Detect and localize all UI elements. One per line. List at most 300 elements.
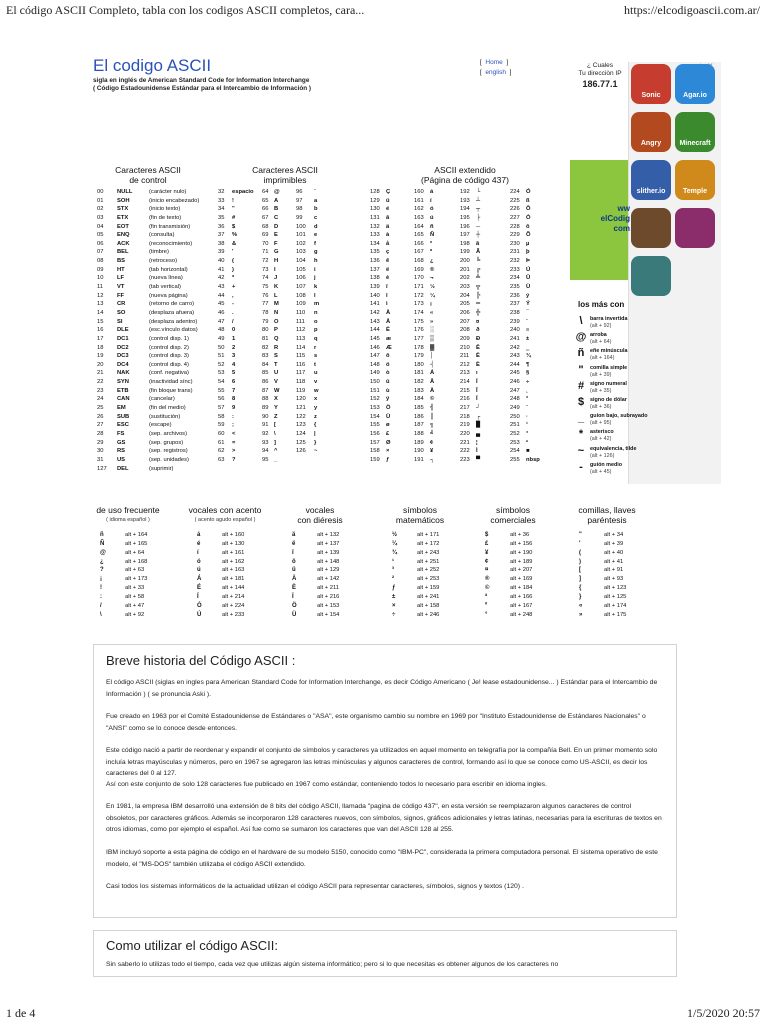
code-cell: 149: [370, 370, 380, 377]
code-cell: 131: [370, 214, 380, 221]
char-cell: Ô: [526, 206, 531, 213]
char-cell: [: [274, 422, 276, 429]
control-desc: (inactividad sínc): [149, 379, 193, 386]
code-cell: 168: [414, 258, 424, 265]
code-cell: 200: [460, 258, 470, 265]
char-cell: Æ: [386, 344, 392, 351]
control-code: 26: [97, 413, 104, 420]
game-tile[interactable]: [675, 64, 715, 104]
ad-close-icon[interactable]: ▷ ✕: [700, 63, 714, 70]
usage-char: Ü: [292, 611, 297, 618]
side-code: (alt + 92): [590, 323, 612, 329]
usage-char: »: [579, 611, 583, 618]
code-cell: 202: [460, 275, 470, 282]
usage-code: alt + 251: [417, 558, 440, 565]
usage-char: °: [485, 611, 488, 618]
table-row: [97, 188, 227, 197]
game-ad-strip[interactable]: [628, 62, 721, 484]
code-cell: 252: [510, 430, 520, 437]
usage-char: ×: [392, 602, 396, 609]
game-tile-label: Temple: [683, 188, 707, 195]
table-row: [218, 421, 368, 430]
char-cell: p: [314, 327, 318, 334]
site-subtitle-es: ( Código Estadounidense Estándar para el Intercambio de Información ): [93, 85, 312, 92]
usage-code: alt + 184: [510, 585, 533, 592]
char-cell: ð: [476, 327, 480, 334]
usage-code: alt + 148: [317, 558, 340, 565]
char-cell: Y: [274, 405, 278, 412]
table-row: [218, 404, 368, 413]
code-cell: 182: [414, 379, 424, 386]
control-abbr: SOH: [117, 197, 130, 204]
ad-text: Tu direcciòn IP: [578, 70, 622, 77]
char-cell: å: [386, 240, 390, 247]
game-tile-label: Angry: [640, 140, 662, 147]
char-cell: B: [274, 206, 279, 213]
char-cell: S: [274, 353, 278, 360]
control-desc: (retorno de carro): [149, 301, 195, 308]
char-cell: m: [314, 301, 320, 308]
usage-char: Ñ: [100, 540, 105, 547]
char-cell: í: [430, 197, 432, 204]
control-desc: (carácter nulo): [149, 189, 187, 195]
code-cell: 71: [262, 249, 269, 256]
code-cell: 120: [296, 396, 306, 403]
control-desc: (suprimir): [149, 465, 174, 472]
char-cell: î: [386, 292, 388, 299]
usage-char: ?: [100, 567, 104, 574]
table-row: [370, 387, 570, 396]
code-cell: 114: [296, 344, 306, 351]
table-row: [97, 439, 227, 448]
table-row: [218, 257, 368, 266]
side-name: signo numeral: [590, 380, 627, 387]
char-cell: ¢: [430, 439, 434, 446]
char-cell: ä: [386, 223, 390, 230]
code-cell: 132: [370, 223, 380, 230]
usage-code: alt + 125: [604, 593, 627, 600]
usage-code: alt + 253: [417, 576, 440, 583]
char-cell: ì: [386, 301, 388, 308]
char-cell: t: [314, 361, 316, 368]
control-abbr: ACK: [117, 240, 130, 247]
side-list-item[interactable]: [574, 462, 630, 482]
usage-char: ö: [292, 558, 296, 565]
char-cell: à: [386, 232, 390, 239]
control-abbr: CR: [117, 301, 126, 308]
history-p7: Casi todos los sistemas informáticos de la actualidad utilizan el código ASCII para representar caracteres, símbolos, signos y textos (120) .: [106, 883, 524, 890]
side-name: signo de dólar: [590, 397, 627, 403]
code-cell: 112: [296, 327, 306, 334]
char-cell: n: [314, 309, 318, 316]
table-row: [218, 248, 368, 257]
usage-code: alt + 130: [222, 540, 245, 547]
char-cell: h: [314, 258, 318, 265]
side-code: (alt + 45): [590, 468, 612, 475]
code-cell: 35: [218, 214, 225, 221]
char-cell: 8: [232, 396, 236, 403]
control-code: 03: [97, 214, 104, 221]
table-row: [218, 274, 368, 283]
char-cell: %: [232, 232, 238, 239]
table-row: [218, 205, 368, 214]
code-cell: 33: [218, 197, 225, 204]
char-cell: ò: [386, 370, 390, 377]
table-row: [370, 369, 570, 378]
code-cell: 247: [510, 387, 520, 394]
control-desc: (retroceso): [149, 258, 178, 265]
char-cell: 9: [232, 405, 236, 412]
game-tile[interactable]: [675, 112, 715, 152]
table-row: [97, 223, 227, 232]
char-cell: Ù: [526, 284, 531, 291]
table-row: [370, 326, 570, 335]
char-cell: v: [314, 379, 318, 386]
code-cell: 101: [296, 232, 306, 239]
usage-char: (: [579, 549, 581, 556]
table-row: [218, 369, 368, 378]
game-tile[interactable]: [631, 64, 671, 104]
char-cell: ¿: [430, 258, 434, 265]
side-name: asterisco: [590, 429, 614, 436]
code-cell: 60: [218, 430, 225, 437]
char-cell: ]: [274, 439, 276, 446]
usage-header-title: de uso frecuente: [96, 505, 160, 515]
ip-ad[interactable]: [572, 62, 628, 88]
game-tile[interactable]: [631, 208, 671, 248]
char-cell: ö: [386, 361, 390, 368]
code-cell: 136: [370, 258, 380, 265]
char-cell: j: [314, 275, 316, 282]
usage-code: alt + 160: [222, 532, 245, 538]
char-cell: ╗: [430, 422, 435, 429]
char-cell: H: [274, 258, 279, 265]
usage-char: º: [485, 602, 488, 609]
code-cell: 151: [370, 387, 380, 394]
usage-char: ): [579, 558, 581, 565]
table-row: [218, 223, 368, 232]
control-code: 15: [97, 318, 104, 325]
table-row: [218, 300, 368, 309]
control-code: 01: [97, 197, 104, 204]
side-name: comilla simple: [590, 364, 628, 371]
english-link[interactable]: english: [485, 69, 507, 76]
code-cell: 94: [262, 448, 269, 455]
code-cell: 128: [370, 189, 380, 195]
code-cell: 111: [296, 318, 305, 325]
extended-header: [400, 165, 530, 185]
char-cell: F: [274, 240, 278, 247]
usage-code: alt + 171: [417, 532, 440, 538]
char-cell: ¶: [526, 361, 530, 368]
usage-code: alt + 39: [604, 540, 624, 547]
usage-char: Ö: [292, 602, 297, 609]
side-name: barra invertida: [590, 316, 628, 322]
char-cell: ×: [386, 448, 390, 455]
char-cell: £: [386, 430, 390, 437]
usage-code: alt + 172: [417, 540, 440, 547]
code-cell: 90: [262, 413, 269, 420]
code-cell: 221: [460, 439, 470, 446]
char-cell: b: [314, 206, 318, 213]
char-cell: ¡: [430, 301, 432, 308]
history-p2: Fue creado en 1963 por el Comité Estadounidense de Estándares o "ASA", este organismo cambio su nombre en 1969 por "Instituto Estadounidense de Estándares Nacionales" o "ANSI" como se lo conoce desde entonces.: [106, 713, 646, 732]
control-code: 30: [97, 448, 104, 455]
usage-char: ú: [197, 567, 201, 574]
char-cell: ½: [430, 284, 435, 291]
table-row: [370, 318, 570, 327]
usage-code: alt + 173: [125, 576, 148, 583]
code-cell: 147: [370, 353, 380, 360]
table-row: [218, 326, 368, 335]
code-cell: 78: [262, 309, 269, 316]
char-cell: ï: [386, 284, 388, 291]
control-code: 20: [97, 361, 104, 368]
control-desc: (conf. negativa): [149, 370, 189, 377]
table-row: [218, 395, 368, 404]
table-row: [370, 421, 570, 430]
char-cell: │: [430, 353, 434, 360]
code-cell: 109: [296, 301, 306, 308]
usage-char: ©: [485, 585, 490, 592]
char-cell: 5: [232, 370, 236, 377]
code-cell: 237: [510, 301, 520, 308]
usage-code: alt + 33: [125, 585, 145, 592]
char-cell: ┼: [476, 232, 481, 239]
history-p5: En 1981, la empresa IBM desarrolló una extensión de 8 bits del código ASCII, llamada "pagina de código 437", en esta versión se reemplazaron algunos caracteres de control obsoletos, por caracteres gráficos. Además se incorporaron 128 caracteres nuevos, con símbolos, signos, gráficos adicionales y letras latinas, necesarias para la escrituras de textos en otros idiomas, como por ejemplo el español. Así fue como se sumaron los caracteres que van del ASCII 128 al 255.: [106, 803, 662, 833]
char-cell: §: [526, 370, 530, 377]
char-cell: Ä: [386, 309, 391, 316]
char-cell: 7: [232, 387, 236, 394]
table-row: [370, 214, 570, 223]
char-cell: Î: [476, 387, 478, 394]
control-abbr: CAN: [117, 396, 130, 403]
char-cell: L: [274, 292, 278, 299]
code-cell: 204: [460, 292, 470, 299]
char-cell: ü: [386, 197, 390, 204]
control-code: 12: [97, 292, 104, 299]
code-cell: 185: [414, 405, 424, 412]
char-cell: ¦: [476, 439, 478, 446]
control-desc: (desplaza afuera): [149, 309, 195, 316]
usage-char: ü: [292, 567, 296, 574]
usage-code: alt + 142: [317, 576, 340, 583]
table-row: [370, 309, 570, 318]
usage-header-note: ( idioma español ): [106, 516, 150, 523]
usage-code: alt + 137: [317, 540, 340, 547]
char-cell: ı: [476, 370, 478, 377]
char-cell: Z: [274, 413, 278, 420]
code-cell: 191: [414, 456, 424, 463]
game-tile[interactable]: [631, 112, 671, 152]
char-cell: ¤: [476, 318, 480, 325]
char-cell: f: [314, 240, 316, 247]
usage-code: alt + 158: [417, 602, 440, 609]
page-number: 1 de 4: [6, 1006, 36, 1020]
code-cell: 189: [414, 439, 424, 446]
ad-text: ¿ Cuales: [586, 62, 613, 69]
char-cell: þ: [526, 249, 530, 256]
char-cell: ┐: [430, 456, 435, 463]
char-cell: ╬: [476, 309, 481, 316]
usage-code: alt + 174: [604, 602, 627, 609]
table-row: [370, 361, 570, 370]
code-cell: 70: [262, 240, 269, 247]
code-cell: 155: [370, 422, 380, 429]
table-row: [97, 344, 227, 353]
char-cell: ├: [476, 214, 481, 221]
code-cell: 102: [296, 240, 306, 247]
code-cell: 242: [510, 344, 520, 351]
char-cell: .: [232, 309, 234, 316]
char-cell: ╩: [476, 275, 481, 282]
char-cell: ░: [430, 327, 435, 334]
char-cell: ,: [232, 292, 234, 299]
table-row: [370, 266, 570, 275]
home-link[interactable]: Home: [485, 59, 503, 66]
code-cell: 152: [370, 396, 380, 403]
char-cell: ─: [476, 223, 481, 230]
code-cell: 223: [460, 456, 470, 463]
char-cell: Ò: [526, 214, 531, 221]
green-ad[interactable]: [570, 160, 628, 280]
table-row: [218, 430, 368, 439]
code-cell: 157: [370, 439, 380, 446]
table-row: [218, 240, 368, 249]
char-cell: r: [314, 344, 317, 351]
char-cell: Í: [476, 379, 478, 386]
game-tile[interactable]: [675, 208, 715, 248]
usage-code: alt + 164: [125, 532, 148, 538]
control-code: 28: [97, 430, 104, 437]
game-tile[interactable]: [675, 160, 715, 200]
control-code: 127: [97, 465, 107, 472]
code-cell: 199: [460, 249, 470, 256]
code-cell: 244: [510, 361, 520, 368]
char-cell: Û: [526, 275, 531, 282]
char-cell: æ: [386, 335, 392, 342]
code-cell: 84: [262, 361, 269, 368]
char-cell: ^: [274, 448, 278, 455]
code-cell: 58: [218, 413, 225, 420]
code-cell: 76: [262, 292, 269, 299]
code-cell: 194: [460, 206, 470, 213]
usage-code: alt + 181: [222, 576, 245, 583]
control-code: 06: [97, 240, 104, 247]
usage-code: alt + 139: [317, 549, 340, 556]
usage-header-note: ( acento agudo español ): [194, 516, 256, 523]
char-cell: ┤: [430, 361, 435, 368]
code-cell: 38: [218, 240, 225, 247]
table-row: [218, 387, 368, 396]
char-cell: o: [314, 318, 318, 325]
history-p1: El código ASCII (siglas en ingles para American Standard Code for Information Interchange, es decir Código Americano ( Je! lease estadounidense... ) Estándar para el Intercambio de Información ) ( se pronuncia Aski ).: [106, 679, 658, 698]
code-cell: 238: [510, 309, 520, 316]
table-row: [97, 205, 227, 214]
table-row: [97, 369, 227, 378]
usage-code: alt + 169: [510, 576, 533, 583]
usage-header: [552, 506, 662, 525]
table-row: [218, 318, 368, 327]
table-row: [370, 395, 570, 404]
char-cell: A: [274, 197, 279, 204]
table-row: [370, 300, 570, 309]
usage-char: {: [579, 585, 582, 592]
usage-code: alt + 144: [222, 585, 245, 592]
code-cell: 178: [414, 344, 424, 351]
table-row: [97, 274, 227, 283]
code-cell: 225: [510, 197, 520, 204]
usage-code: alt + 129: [317, 567, 340, 574]
char-cell: 1: [232, 335, 236, 342]
game-tile[interactable]: [631, 160, 671, 200]
table-row: [97, 447, 227, 456]
control-table: [97, 188, 227, 473]
char-cell: Ì: [476, 448, 478, 455]
code-cell: 37: [218, 232, 225, 239]
usage-char: ": [579, 532, 582, 538]
usage-code: alt + 252: [417, 567, 440, 574]
code-cell: 47: [218, 318, 225, 325]
usage-code: alt + 123: [604, 585, 627, 592]
code-cell: 117: [296, 370, 306, 377]
usage-char: Í: [197, 593, 199, 600]
code-cell: 243: [510, 353, 520, 360]
code-cell: 187: [414, 422, 424, 429]
char-cell: ┬: [476, 206, 481, 213]
table-row: [370, 248, 570, 257]
code-cell: 97: [296, 197, 303, 204]
game-tile[interactable]: [631, 256, 671, 296]
code-cell: 107: [296, 284, 306, 291]
char-cell: ╦: [476, 284, 481, 291]
table-row: [97, 352, 227, 361]
table-row: [370, 188, 570, 197]
code-cell: 123: [296, 422, 306, 429]
code-cell: 98: [296, 206, 303, 213]
char-cell: nbsp: [526, 456, 540, 463]
control-abbr: US: [117, 456, 126, 463]
char-cell: ƒ: [386, 456, 390, 463]
code-cell: 115: [296, 353, 306, 360]
char-cell: y: [314, 405, 318, 412]
usage-char: Á: [197, 576, 202, 583]
code-cell: 95: [262, 456, 269, 463]
code-cell: 197: [460, 232, 470, 239]
usage-char: ¥: [485, 549, 489, 556]
code-cell: 118: [296, 379, 306, 386]
control-code: 07: [97, 249, 104, 256]
printable-header-text: Caracteres ASCII imprimibles: [252, 165, 318, 185]
usage-char: $: [485, 532, 489, 538]
table-row: [218, 266, 368, 275]
char-cell: ╠: [476, 292, 481, 299]
site-title[interactable]: El codigo ASCII: [93, 56, 212, 75]
usage-char: ÷: [392, 611, 396, 618]
char-cell: s: [314, 353, 318, 360]
char-cell: X: [274, 396, 278, 403]
ad-ip: 186.77.1: [582, 79, 618, 89]
side-title: los más con: [578, 300, 625, 309]
table-row: [97, 378, 227, 387]
char-cell: 4: [232, 361, 236, 368]
usage-char: ƒ: [392, 585, 396, 592]
code-cell: 89: [262, 405, 269, 412]
char-cell: ù: [386, 387, 390, 394]
char-cell: ≡: [526, 327, 530, 334]
side-symbol: _: [577, 412, 585, 425]
char-cell: R: [274, 344, 279, 351]
